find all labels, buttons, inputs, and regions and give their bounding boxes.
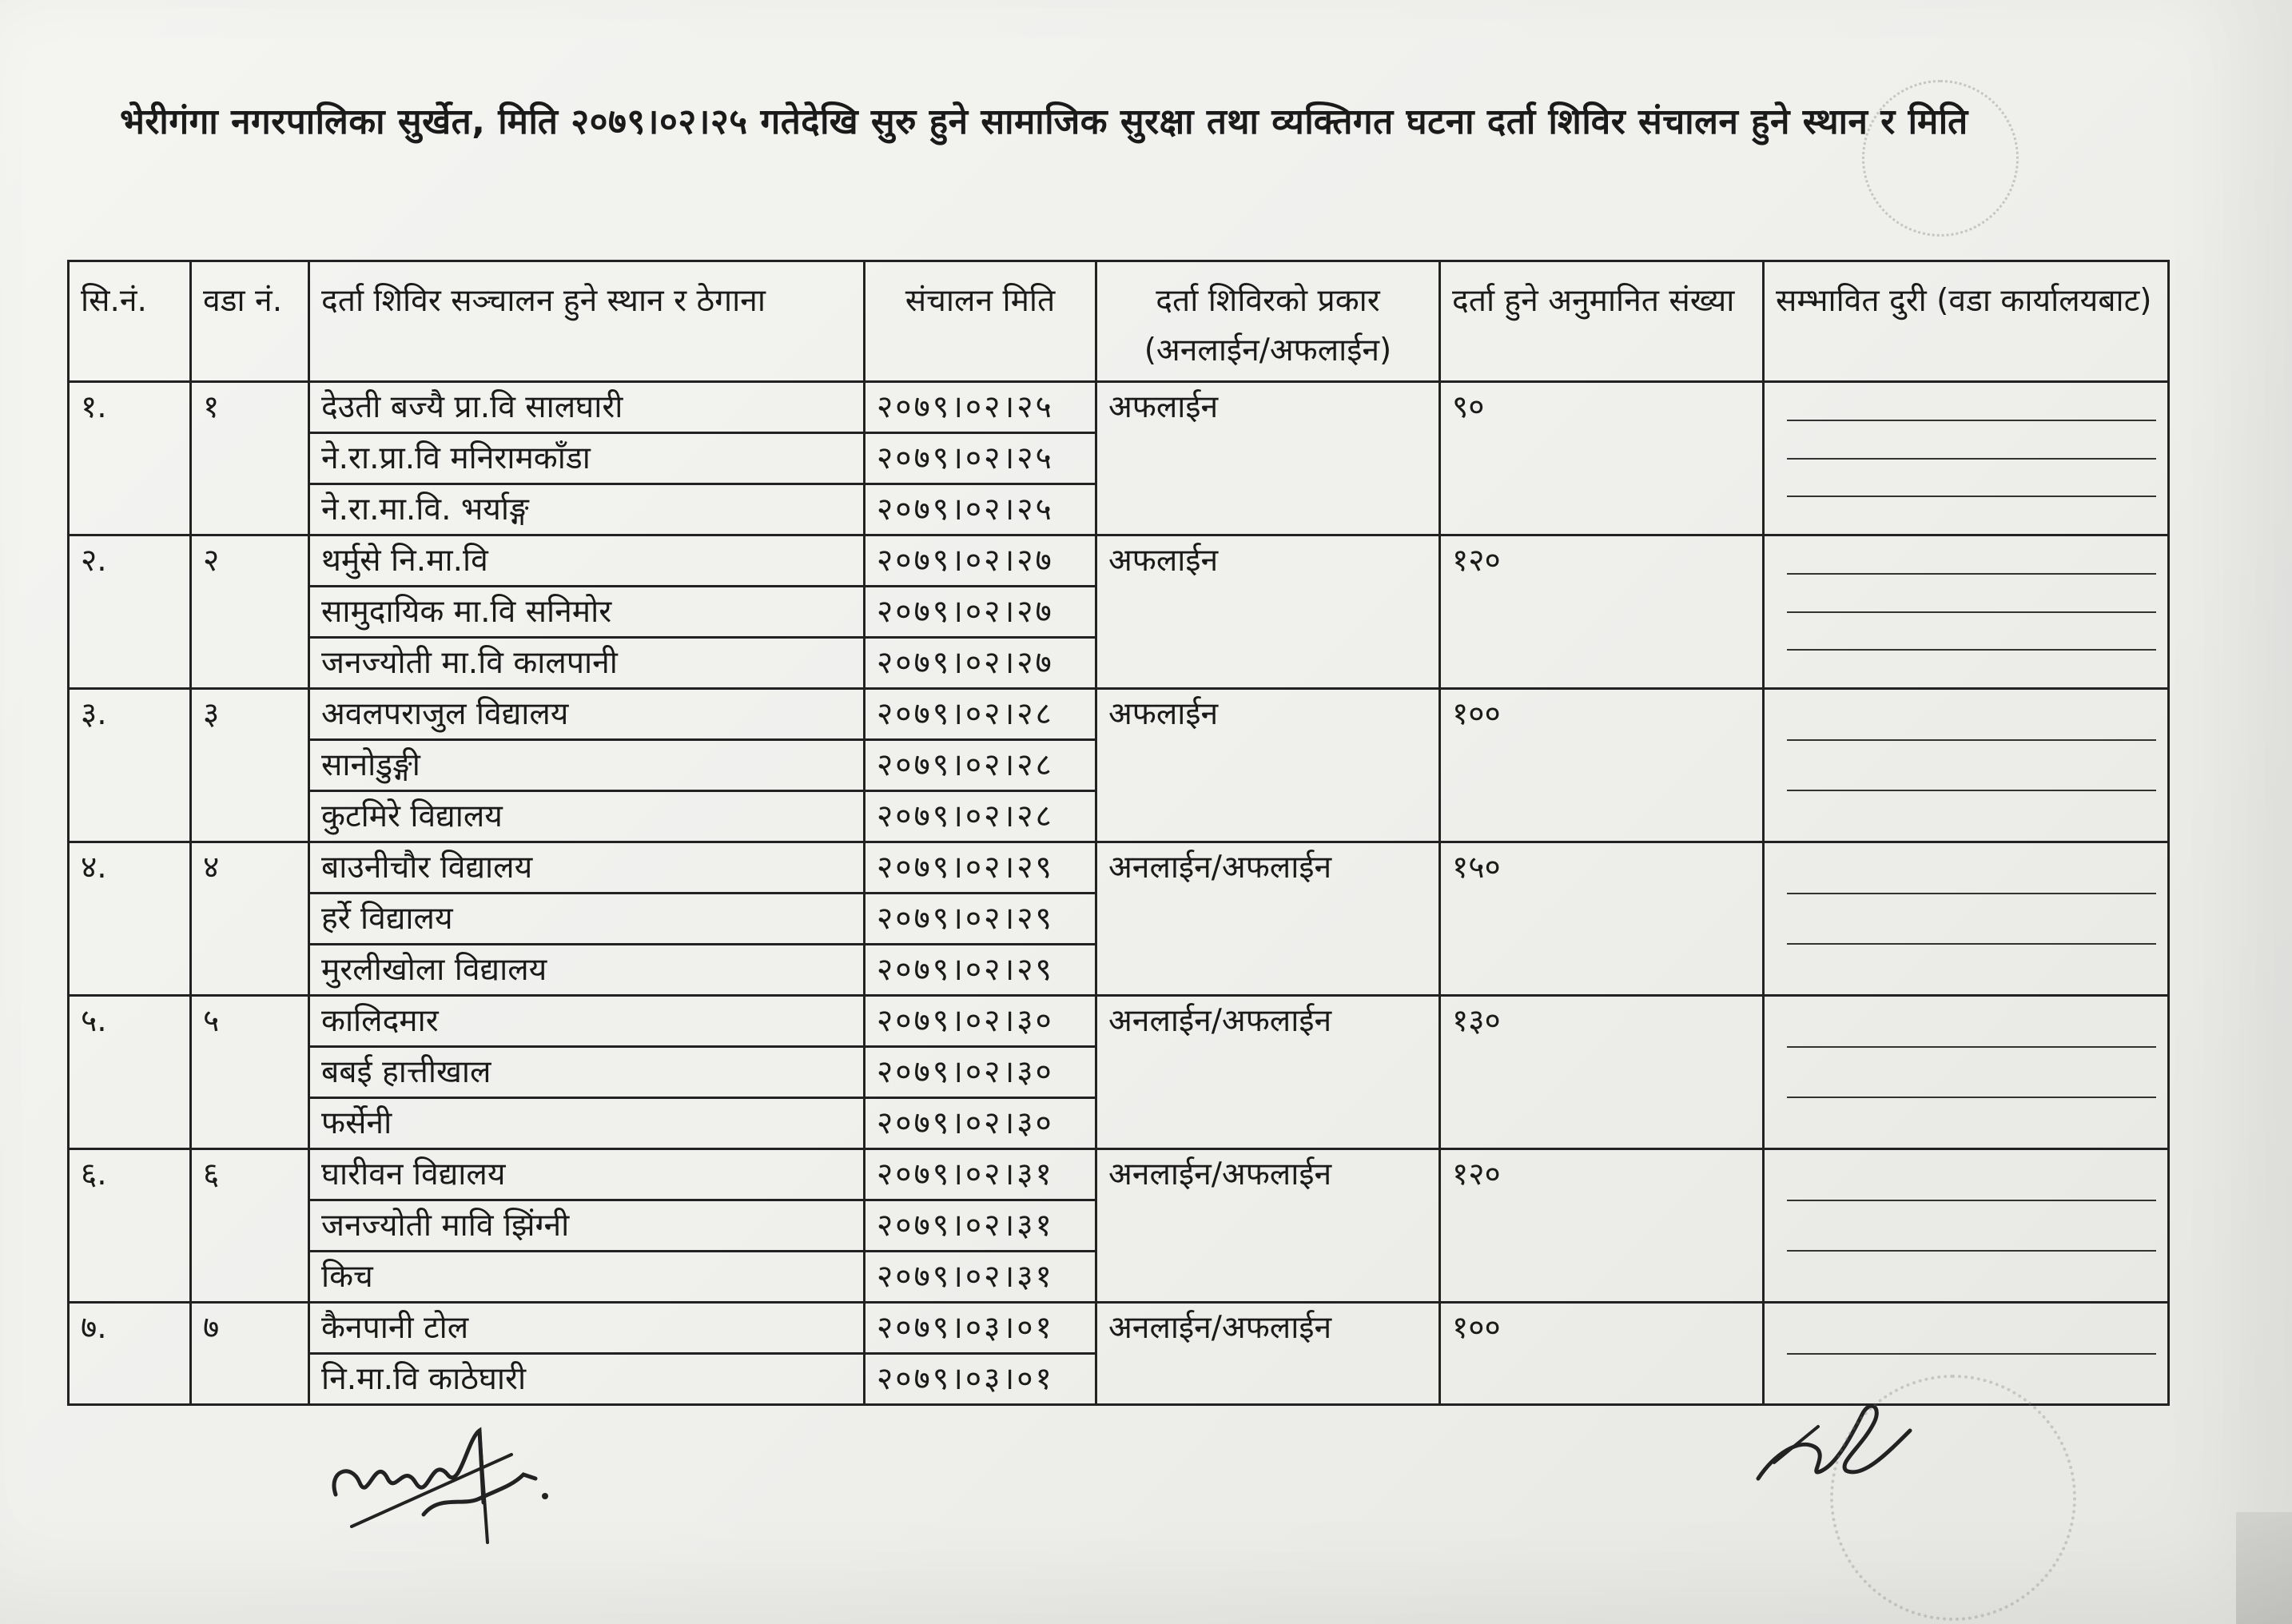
cell-sn: १. — [69, 382, 191, 535]
header-ward: वडा नं. — [191, 261, 309, 382]
cell-date: २०७९।०२।२५ — [865, 433, 1096, 484]
cell-sn: २. — [69, 535, 191, 689]
camp-schedule-table — [67, 260, 2170, 1406]
page-fold — [2236, 1512, 2292, 1624]
cell-date: २०७९।०२।२५ — [865, 382, 1096, 433]
cell-date: २०७९।०२।३० — [865, 1047, 1096, 1098]
cell-distance — [1764, 1149, 2169, 1303]
cell-date: २०७९।०२।२७ — [865, 587, 1096, 638]
table-row — [69, 535, 2169, 587]
header-count: दर्ता हुने अनुमानित संख्या — [1440, 261, 1764, 382]
cell-place: बबई हात्तीखाल — [309, 1047, 865, 1098]
cell-place: कुटमिरे विद्यालय — [309, 791, 865, 842]
cell-count: १२० — [1440, 1149, 1764, 1303]
cell-date: २०७९।०२।२९ — [865, 945, 1096, 996]
cell-date: २०७९।०२।२७ — [865, 638, 1096, 689]
table-row — [69, 996, 2169, 1047]
cell-place: देउती बज्यै प्रा.वि सालघारी — [309, 382, 865, 433]
header-type-line1: दर्ता शिविरको प्रकार — [1156, 283, 1380, 319]
header-type — [1096, 261, 1440, 382]
cell-date: २०७९।०२।२८ — [865, 740, 1096, 791]
handwritten-signature-icon — [320, 1407, 575, 1550]
cell-date: २०७९।०२।३१ — [865, 1252, 1096, 1303]
cell-place: बाउनीचौर विद्यालय — [309, 842, 865, 894]
cell-date: २०७९।०२।३१ — [865, 1200, 1096, 1252]
cell-type: अफलाईन — [1096, 535, 1440, 689]
cell-ward: ७ — [191, 1303, 309, 1405]
cell-date: २०७९।०२।२८ — [865, 791, 1096, 842]
cell-place: सामुदायिक मा.वि सनिमोर — [309, 587, 865, 638]
cell-count: ९० — [1440, 382, 1764, 535]
cell-date: २०७९।०२।३१ — [865, 1149, 1096, 1200]
cell-ward: ६ — [191, 1149, 309, 1303]
cell-place: किच — [309, 1252, 865, 1303]
table-row — [69, 1149, 2169, 1200]
cell-distance — [1764, 996, 2169, 1149]
faint-office-stamp-icon — [1862, 80, 2019, 237]
cell-date: २०७९।०२।२९ — [865, 842, 1096, 894]
cell-place: नि.मा.वि काठेघारी — [309, 1354, 865, 1405]
cell-type: अनलाईन/अफलाईन — [1096, 1303, 1440, 1405]
cell-date: २०७९।०२।२५ — [865, 484, 1096, 535]
table-row — [69, 689, 2169, 740]
cell-ward: ५ — [191, 996, 309, 1149]
cell-place: थर्मुसे नि.मा.वि — [309, 535, 865, 587]
cell-place: मुरलीखोला विद्यालय — [309, 945, 865, 996]
cell-distance — [1764, 842, 2169, 996]
cell-count: १०० — [1440, 689, 1764, 842]
cell-place: फर्सेनी — [309, 1098, 865, 1149]
cell-place: कैनपानी टोल — [309, 1303, 865, 1354]
table-header-row — [69, 261, 2169, 382]
cell-date: २०७९।०३।०१ — [865, 1354, 1096, 1405]
header-place: दर्ता शिविर सञ्चालन हुने स्थान र ठेगाना — [309, 261, 865, 382]
header-distance: सम्भावित दुरी (वडा कार्यालयबाट) — [1764, 261, 2169, 382]
cell-place: कालिदमार — [309, 996, 865, 1047]
table-row — [69, 382, 2169, 433]
header-sn: सि.नं. — [69, 261, 191, 382]
cell-type: अनलाईन/अफलाईन — [1096, 1149, 1440, 1303]
cell-date: २०७९।०२।२८ — [865, 689, 1096, 740]
cell-count: १२० — [1440, 535, 1764, 689]
cell-sn: ७. — [69, 1303, 191, 1405]
cell-place: हर्रे विद्यालय — [309, 894, 865, 945]
cell-type: अनलाईन/अफलाईन — [1096, 842, 1440, 996]
cell-count: १५० — [1440, 842, 1764, 996]
cell-distance — [1764, 689, 2169, 842]
cell-ward: ३ — [191, 689, 309, 842]
cell-sn: ४. — [69, 842, 191, 996]
cell-place: ने.रा.प्रा.वि मनिरामकाँडा — [309, 433, 865, 484]
cell-sn: ५. — [69, 996, 191, 1149]
cell-sn: ३. — [69, 689, 191, 842]
cell-date: २०७९।०२।३० — [865, 1098, 1096, 1149]
cell-place: जनज्योती मावि झिंग्नी — [309, 1200, 865, 1252]
cell-type: अनलाईन/अफलाईन — [1096, 996, 1440, 1149]
cell-place: ने.रा.मा.वि. भर्याङ्ग — [309, 484, 865, 535]
cell-date: २०७९।०२।३० — [865, 996, 1096, 1047]
cell-place: जनज्योती मा.वि कालपानी — [309, 638, 865, 689]
cell-count: १३० — [1440, 996, 1764, 1149]
cell-ward: १ — [191, 382, 309, 535]
cell-date: २०७९।०३।०१ — [865, 1303, 1096, 1354]
cell-type: अफलाईन — [1096, 382, 1440, 535]
cell-distance — [1764, 382, 2169, 535]
cell-distance — [1764, 535, 2169, 689]
cell-place: अवलपराजुल विद्यालय — [309, 689, 865, 740]
table-row — [69, 842, 2169, 894]
cell-sn: ६. — [69, 1149, 191, 1303]
document-title: भेरीगंगा नगरपालिका सुर्खेत, मिति २०७९।०२।२५ गतेदेखि सुरु हुने सामाजिक सुरक्षा तथा व्यक्तिगत घटना दर्ता शिविर संचालन हुने स्थान र मिति — [120, 102, 1968, 142]
cell-count: १०० — [1440, 1303, 1764, 1405]
cell-date: २०७९।०२।२७ — [865, 535, 1096, 587]
cell-date: २०७९।०२।२९ — [865, 894, 1096, 945]
header-date: संचालन मिति — [865, 261, 1096, 382]
faint-office-stamp-icon — [1830, 1375, 2076, 1621]
table-row — [69, 1303, 2169, 1354]
cell-type: अफलाईन — [1096, 689, 1440, 842]
cell-ward: २ — [191, 535, 309, 689]
cell-place: घारीवन विद्यालय — [309, 1149, 865, 1200]
header-type-line2: (अनलाईन/अफलाईन) — [1144, 332, 1392, 368]
cell-place: सानोडुङ्गी — [309, 740, 865, 791]
cell-ward: ४ — [191, 842, 309, 996]
